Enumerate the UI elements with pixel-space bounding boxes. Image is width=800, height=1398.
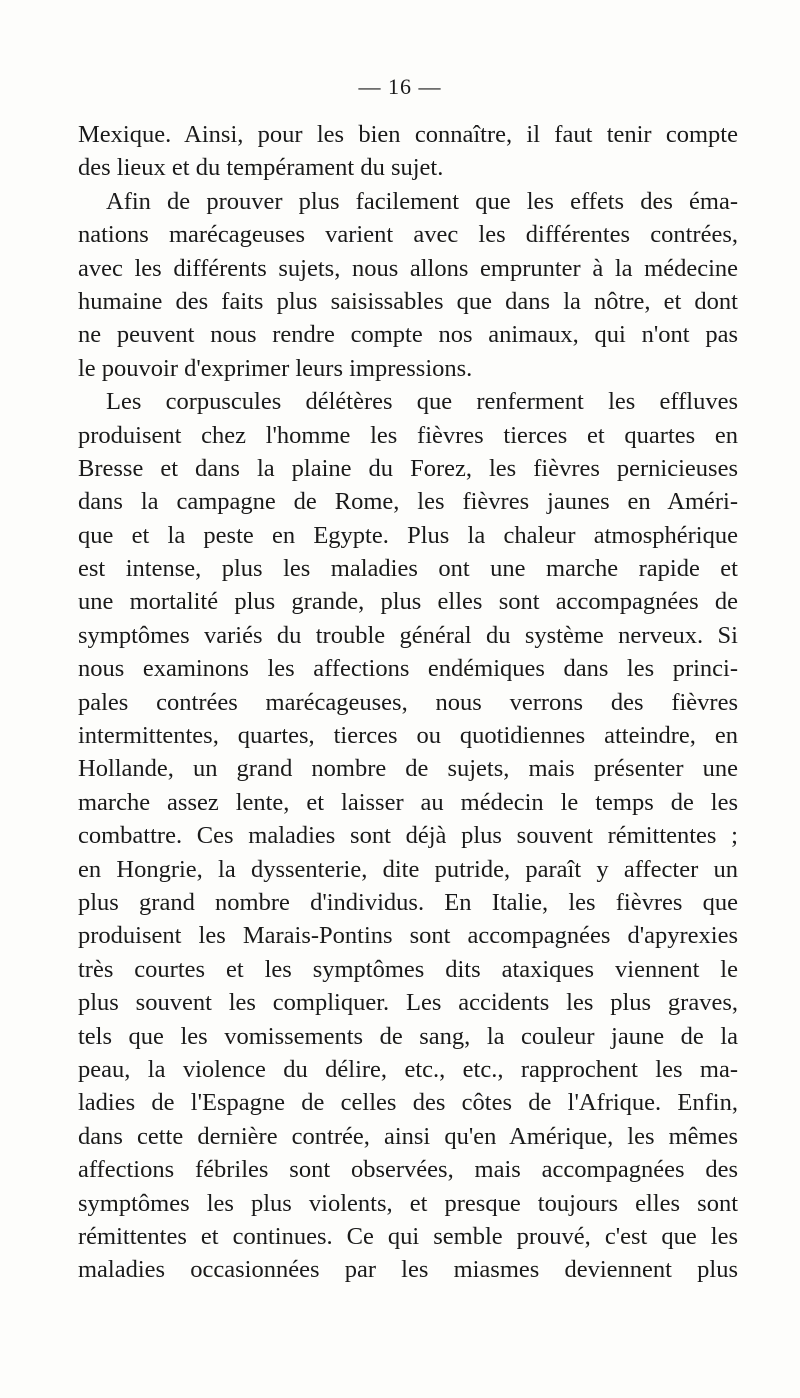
text-line: une mortalité plus grande, plus elles sont accompagnées de	[78, 588, 738, 616]
text-line: maladies occasionnées par les miasmes deviennent plus	[78, 1256, 738, 1284]
text-line: que et la peste en Egypte. Plus la chaleur atmosphérique	[78, 521, 738, 549]
text-line: nations marécageuses varient avec les différentes contrées,	[78, 221, 738, 249]
text-line: symptômes variés du trouble général du système nerveux. Si	[78, 621, 738, 649]
text-line: marche assez lente, et laisser au médecin le temps de les	[78, 788, 738, 816]
body-text	[78, 118, 738, 1287]
text-line: le pouvoir d'exprimer leurs impressions.	[78, 354, 473, 382]
text-line: ladies de l'Espagne de celles des côtes de l'Afrique. Enfin,	[78, 1089, 738, 1117]
page-number: — 16 —	[358, 74, 442, 99]
text-line: plus grand nombre d'individus. En Italie, les fièvres que	[78, 888, 738, 916]
text-line: dans cette dernière contrée, ainsi qu'en Amérique, les mêmes	[78, 1122, 738, 1150]
text-line: tels que les vomissements de sang, la couleur jaune de la	[78, 1022, 738, 1050]
text-line: nous examinons les affections endémiques dans les princi-	[78, 655, 738, 683]
text-line: rémittentes et continues. Ce qui semble prouvé, c'est que les	[78, 1222, 738, 1250]
text-line: affections fébriles sont observées, mais accompagnées des	[78, 1156, 738, 1184]
text-line: avec les différents sujets, nous allons emprunter à la médecine	[78, 254, 738, 282]
text-line: pales contrées marécageuses, nous verrons des fièvres	[78, 688, 738, 716]
text-line: Les corpuscules délétères que renferment les effluves	[106, 388, 738, 416]
text-line: plus souvent les compliquer. Les accidents les plus graves,	[78, 989, 738, 1017]
text-line: Afin de prouver plus facilement que les effets des éma-	[106, 187, 738, 215]
text-line: peau, la violence du délire, etc., etc., rapprochent les ma-	[78, 1055, 738, 1083]
text-line: combattre. Ces maladies sont déjà plus souvent rémittentes ;	[78, 822, 738, 850]
text-line: en Hongrie, la dyssenterie, dite putride, paraît y affecter un	[78, 855, 738, 883]
text-line: Hollande, un grand nombre de sujets, mais présenter une	[78, 755, 738, 783]
text-line: produisent chez l'homme les fièvres tierces et quartes en	[78, 421, 738, 449]
text-line: Mexique. Ainsi, pour les bien connaître, il faut tenir compte	[78, 121, 738, 148]
text-line: des lieux et du tempérament du sujet.	[78, 154, 444, 182]
text-line: humaine des faits plus saisissables que dans la nôtre, et dont	[78, 287, 738, 315]
text-line: Bresse et dans la plaine du Forez, les fièvres pernicieuses	[78, 454, 738, 482]
text-line: ne peuvent nous rendre compte nos animaux, qui n'ont pas	[78, 321, 738, 349]
text-line: produisent les Marais-Pontins sont accompagnées d'apyrexies	[78, 922, 738, 950]
text-line: dans la campagne de Rome, les fièvres jaunes en Améri-	[78, 488, 738, 516]
text-line: intermittentes, quartes, tierces ou quotidiennes atteindre, en	[78, 722, 738, 750]
text-line: symptômes les plus violents, et presque toujours elles sont	[78, 1189, 738, 1217]
text-line: très courtes et les symptômes dits ataxiques viennent le	[78, 955, 738, 983]
text-line: est intense, plus les maladies ont une marche rapide et	[78, 555, 738, 583]
